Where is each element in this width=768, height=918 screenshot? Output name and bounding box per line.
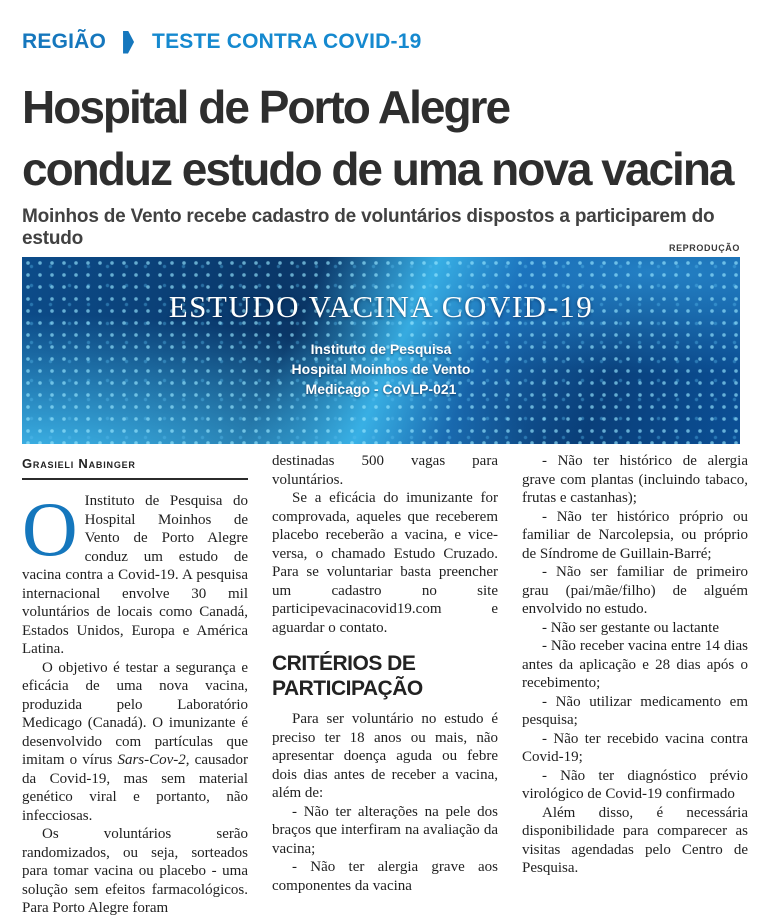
article-paragraph: O Instituto de Pesquisa do Hospital Moinhos de Vento de Porto Alegre conduz um estudo de vacina contra a Covid-19. A pesquisa internacional envolve 30 mil voluntários de locais como Canadá, Estados Unidos, Europa e América Latina. bbox=[22, 486, 248, 657]
column-text bbox=[522, 452, 748, 878]
article-paragraph: - Não ter diagnóstico prévio virológico de Covid-19 confirmado bbox=[522, 767, 748, 802]
column-text bbox=[272, 452, 498, 895]
headline-line-1: Hospital de Porto Alegre bbox=[22, 81, 510, 133]
section-heading: CRITÉRIOS DE PARTICIPAÇÃO bbox=[272, 652, 423, 700]
article-paragraph: - Não ter histórico de alergia grave com plantas (incluindo tabaco, frutas e castanhas); bbox=[522, 453, 748, 506]
article-paragraph: Além disso, é necessária disponibilidade para comparecer as visitas agendadas pelo Centro de Pesquisa. bbox=[522, 804, 748, 876]
byline: Grasieli Nabinger bbox=[22, 452, 248, 480]
drop-cap: O bbox=[22, 486, 78, 572]
subheadline: Moinhos de Vento recebe cadastro de voluntários dispostos a participarem do estudo bbox=[22, 206, 715, 249]
article-paragraph: - Não ser gestante ou lactante bbox=[542, 619, 720, 636]
image-caption-line: Medicago - CoVLP-021 bbox=[305, 381, 457, 397]
kicker-section-label: REGIÃO bbox=[22, 30, 107, 53]
photo-credit: REPRODUÇÃO bbox=[668, 243, 740, 253]
article-column-2 bbox=[272, 452, 498, 918]
article-paragraph: - Não receber vacina entre 14 dias antes da aplicação e 28 dias após o recebimento; bbox=[522, 638, 748, 691]
article-paragraph: Para ser voluntário no estudo é preciso ter 18 anos ou mais, não apresentar doença aguda ou febre dois dias antes de receber a vacina, além de: bbox=[272, 711, 498, 801]
image-title: ESTUDO VACINA COVID-19 bbox=[168, 289, 594, 324]
page-title bbox=[22, 76, 748, 200]
image-caption-line: Hospital Moinhos de Vento bbox=[291, 361, 471, 377]
article-paragraph: - Não ter histórico próprio ou familiar de Narcolepsia, ou próprio de Síndrome de Guillain-Barré; bbox=[522, 508, 748, 562]
kicker-topic-label: TESTE CONTRA COVID-19 bbox=[152, 30, 422, 53]
article-paragraph: - Não ter recebido vacina contra Covid-19; bbox=[522, 730, 748, 765]
kicker-flag-icon bbox=[123, 31, 134, 54]
article-paragraph: - Não ter alterações na pele dos braços que interfiram na avaliação da vacina; bbox=[272, 803, 498, 857]
article-paragraph: O objetivo é testar a segurança e eficácia de uma nova vacina, produzida pelo Laboratório Medicago (Canadá). O imunizante é desenvolvido com partículas que imitam o vírus Sars-Cov-2, causador da Covid-19, mas sem material genético viral e portanto, não infecciosas. bbox=[22, 659, 248, 824]
column-text bbox=[22, 486, 248, 918]
article-paragraph: destinadas 500 vagas para voluntários. bbox=[272, 453, 498, 488]
article-paragraph: Se a eficácia do imunizante for comprovada, aqueles que receberem placebo receberão a vacina, e vice-versa, o chamado Estudo Cruzado. Para se voluntariar basta preencher um cadastro no site participevacinacovid19.com e aguardar o contato. bbox=[272, 490, 498, 636]
article-paragraph: - Não ser familiar de primeiro grau (pai/mãe/filho) de alguém envolvido no estudo. bbox=[522, 564, 748, 617]
article-column-1 bbox=[22, 452, 248, 918]
kicker bbox=[22, 30, 422, 54]
headline-line-2: conduz estudo de uma nova vacina bbox=[22, 143, 733, 195]
article-paragraph: Os voluntários serão randomizados, ou seja, sorteados para tomar vacina ou placebo - uma solução sem efeitos farmacológicos. Para Porto Alegre foram bbox=[22, 826, 248, 916]
image-captions bbox=[292, 339, 471, 399]
article-body bbox=[22, 452, 748, 918]
article-paragraph: - Não ter alergia grave aos componentes da vacina bbox=[272, 859, 498, 894]
article-paragraph: - Não utilizar medicamento em pesquisa; bbox=[522, 693, 748, 728]
article-column-3 bbox=[522, 452, 748, 918]
image-caption-line: Instituto de Pesquisa bbox=[310, 341, 452, 357]
article-image bbox=[22, 257, 740, 444]
